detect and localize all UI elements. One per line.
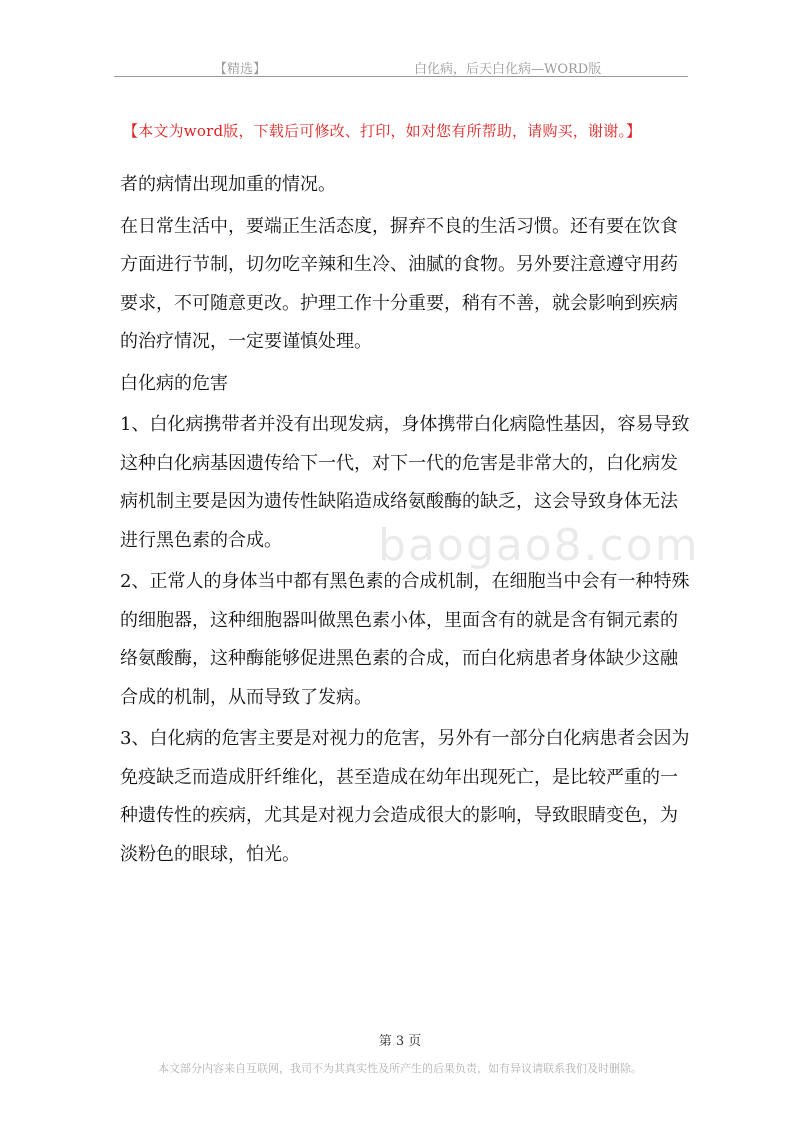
header-divider — [114, 76, 688, 77]
download-notice: 【本文为word版，下载后可修改、打印，如对您有所帮助，请购买，谢谢。】 — [123, 122, 642, 140]
page-header-title: 白化病，后天白化病—WORD版 — [414, 62, 602, 77]
footer-disclaimer: 本文部分内容来自互联网，我司不为其真实性及所产生的后果负责，如有异议请联系我们及时删除。 — [158, 1062, 642, 1075]
page-header-left: 【精选】 — [214, 62, 267, 77]
page-number: 第 3 页 — [378, 1034, 422, 1049]
document-body — [120, 166, 690, 874]
paragraph-continuation: 者的病情出现加重的情况。 — [120, 174, 336, 195]
paragraph-point-1: 1、白化病携带者并没有出现发病，身体携带白化病隐性基因，容易导致这种白化病基因遗传给下一代，对下一代的危害是非常大的，白化病发病机制主要是因为遗传性缺陷造成络氨酸酶的缺乏，这会导致身体无法进行黑色素的合成。 — [120, 414, 690, 551]
paragraph-point-2: 2、正常人的身体当中都有黑色素的合成机制，在细胞当中会有一种特殊的细胞器，这种细胞器叫做黑色素小体，里面含有的就是含有铜元素的络氨酸酶，这种酶能够促进黑色素的合成，而白化病患者身体缺少这融合成的机制，从而导致了发病。 — [120, 571, 690, 708]
paragraph-daily-care: 在日常生活中，要端正生活态度，摒弃不良的生活习惯。还有要在饮食方面进行节制，切勿吃辛辣和生冷、油腻的食物。另外要注意遵守用药要求，不可随意更改。护理工作十分重要，稍有不善，就会影响到疾病的治疗情况，一定要谨慎处理。 — [120, 215, 678, 352]
paragraph-point-3: 3、白化病的危害主要是对视力的危害，另外有一部分白化病患者会因为免疫缺乏而造成肝纤维化，甚至造成在幼年出现死亡，是比较严重的一种遗传性的疾病，尤其是对视力会造成很大的影响，导致眼睛变色，为淡粉色的眼球，怕光。 — [120, 728, 690, 865]
section-heading-harm: 白化病的危害 — [120, 372, 228, 394]
watermark: baogao8.com — [378, 520, 700, 571]
